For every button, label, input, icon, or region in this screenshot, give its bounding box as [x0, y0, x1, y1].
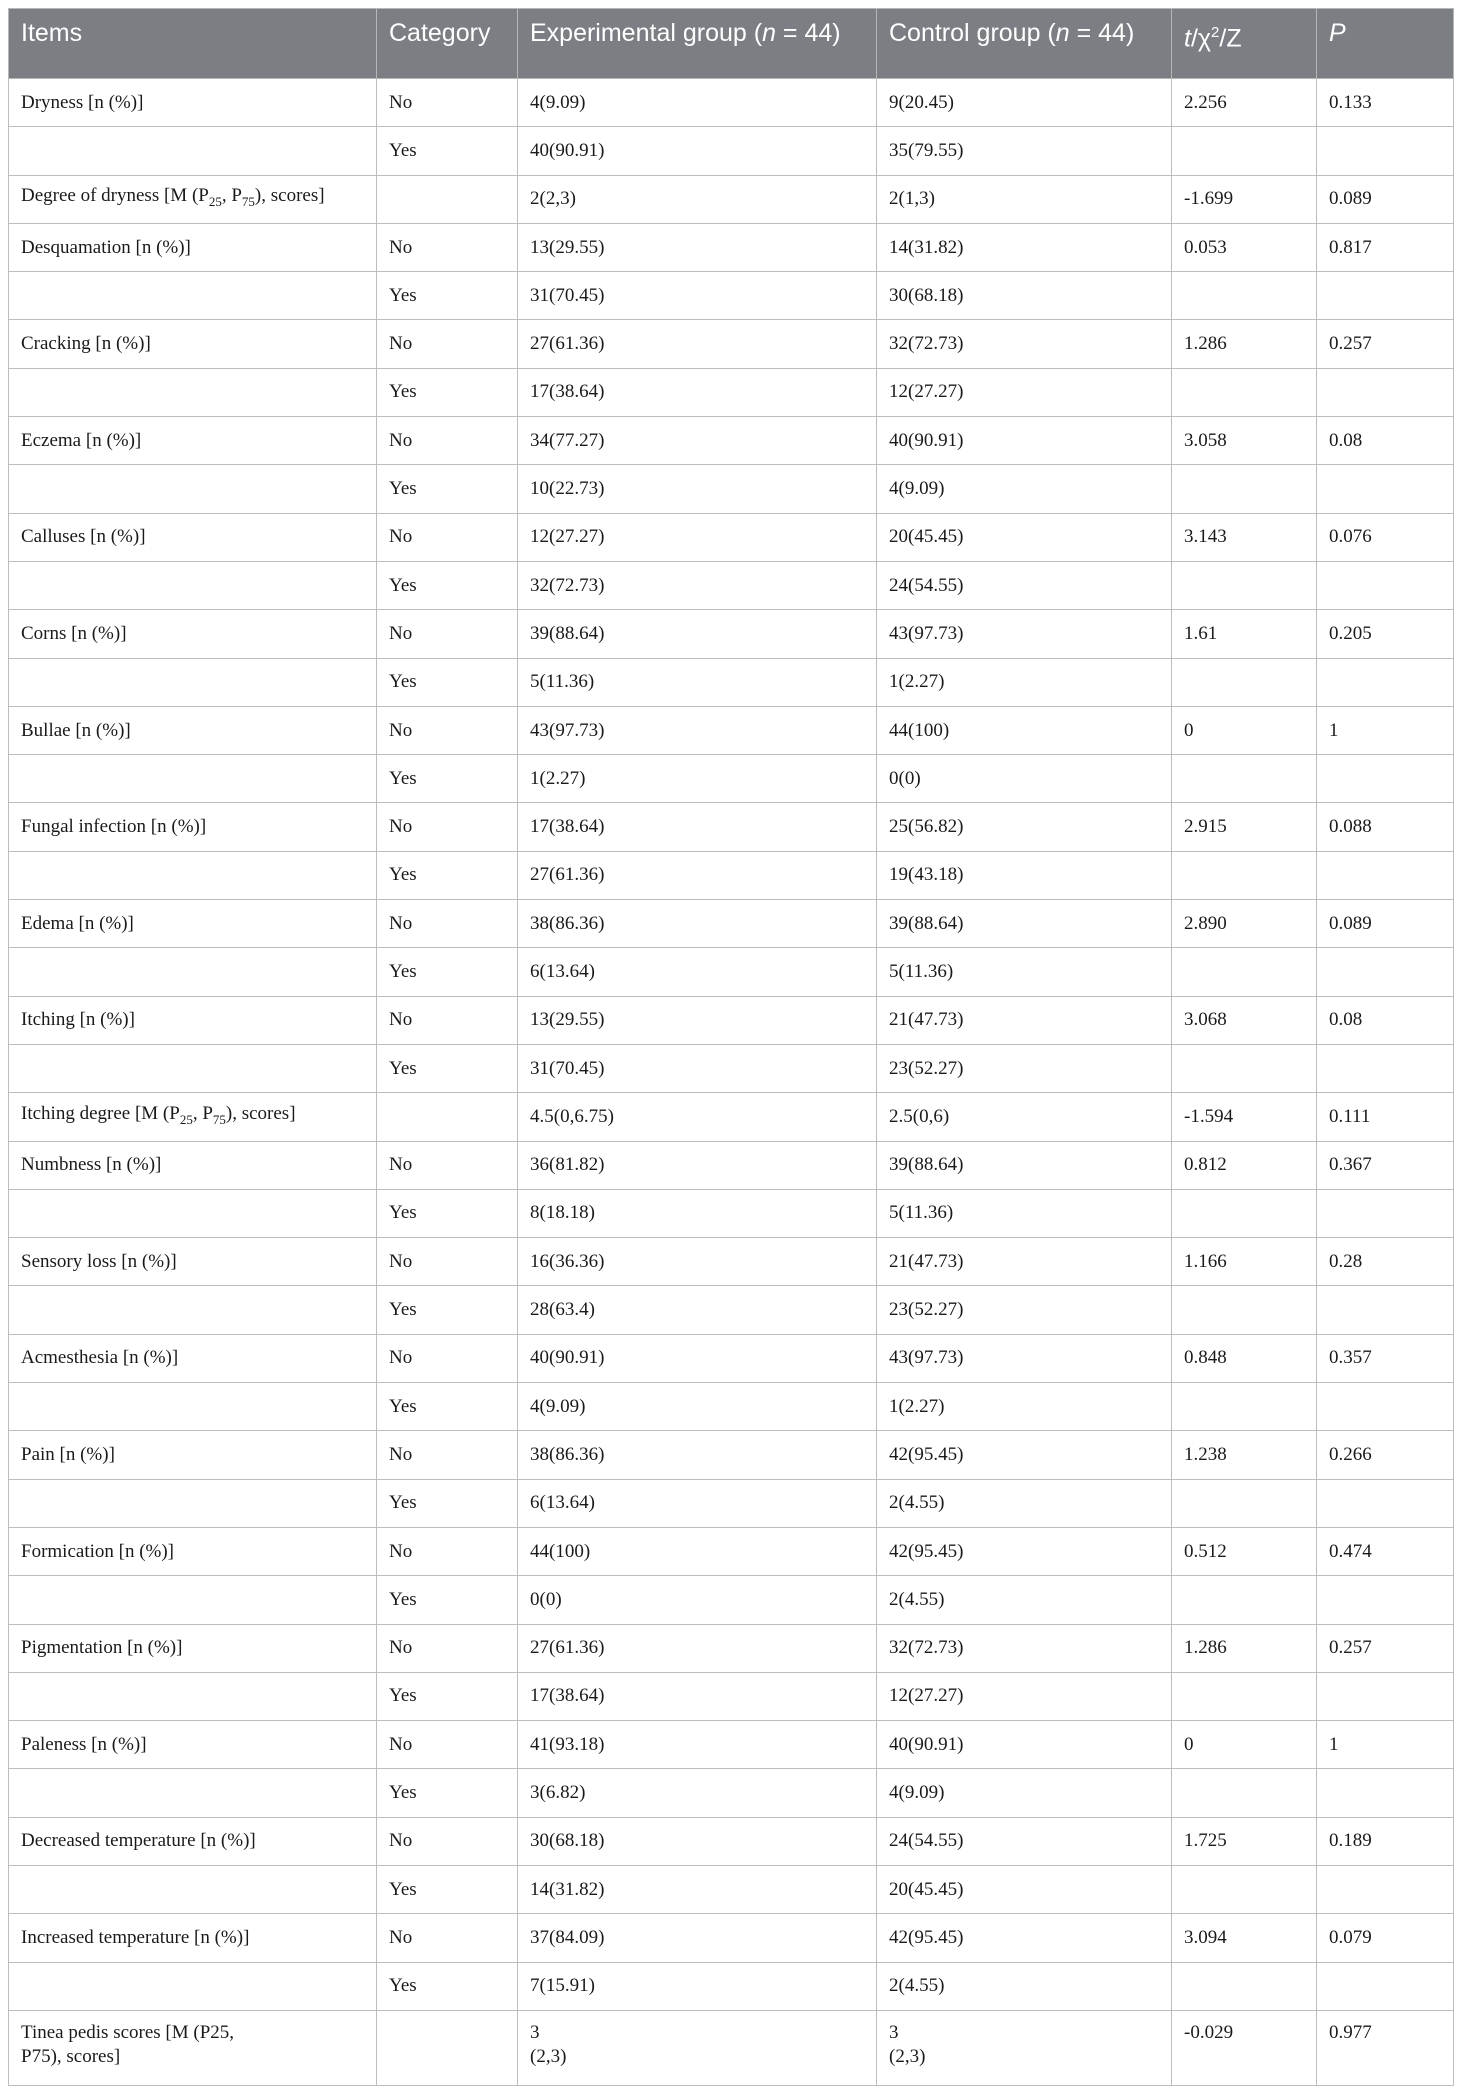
cell-experimental: 17(38.64) [518, 1672, 877, 1720]
cell-category: Yes [377, 368, 518, 416]
cell-control: 4(9.09) [877, 465, 1172, 513]
table-row [9, 368, 1454, 416]
table-row [9, 1286, 1454, 1334]
cell-item: Itching degree [M ($P_{25}$, $P_{75}$), scores] [9, 1093, 377, 1141]
cell-statistic [1172, 1769, 1317, 1817]
cell-statistic: 1.286 [1172, 1624, 1317, 1672]
cell-category [377, 2010, 518, 2085]
cell-category: Yes [377, 561, 518, 609]
cell-p [1317, 851, 1454, 899]
cell-p [1317, 1044, 1454, 1092]
cell-experimental: 31(70.45) [518, 1044, 877, 1092]
cell-statistic: 2.890 [1172, 900, 1317, 948]
cell-item [9, 368, 377, 416]
cell-p: 0.474 [1317, 1527, 1454, 1575]
cell-statistic [1172, 127, 1317, 175]
cell-statistic [1172, 851, 1317, 899]
cell-category: Yes [377, 1189, 518, 1237]
cell-category: Yes [377, 948, 518, 996]
cell-experimental: 27(61.36) [518, 1624, 877, 1672]
cell-p: 0.079 [1317, 1914, 1454, 1962]
table-row [9, 417, 1454, 465]
cell-experimental: 43(97.73) [518, 706, 877, 754]
table-row [9, 1817, 1454, 1865]
table-row [9, 1093, 1454, 1141]
cell-statistic [1172, 1865, 1317, 1913]
cell-item: Bullae [n (%)] [9, 706, 377, 754]
cell-item: Cracking [n (%)] [9, 320, 377, 368]
cell-item [9, 1672, 377, 1720]
cell-experimental: 3 (2,3) [518, 2010, 877, 2085]
table-row [9, 1334, 1454, 1382]
table-row [9, 465, 1454, 513]
cell-category: No [377, 1817, 518, 1865]
table-row [9, 1624, 1454, 1672]
table-row [9, 1431, 1454, 1479]
cell-item: Pain [n (%)] [9, 1431, 377, 1479]
cell-control: 42(95.45) [877, 1914, 1172, 1962]
cell-category: No [377, 1238, 518, 1286]
cell-experimental: 6(13.64) [518, 948, 877, 996]
cell-item [9, 1044, 377, 1092]
cell-p [1317, 368, 1454, 416]
cell-experimental: 37(84.09) [518, 1914, 877, 1962]
cell-p: 0.257 [1317, 1624, 1454, 1672]
cell-experimental: 36(81.82) [518, 1141, 877, 1189]
cell-control: 1(2.27) [877, 1383, 1172, 1431]
cell-category: Yes [377, 1865, 518, 1913]
cell-experimental: 0(0) [518, 1576, 877, 1624]
cell-p: 0.257 [1317, 320, 1454, 368]
table-row [9, 272, 1454, 320]
cell-category: No [377, 1431, 518, 1479]
cell-item: Paleness [n (%)] [9, 1721, 377, 1769]
cell-statistic [1172, 368, 1317, 416]
cell-statistic: 2.915 [1172, 803, 1317, 851]
cell-experimental: 44(100) [518, 1527, 877, 1575]
cell-statistic: 3.143 [1172, 513, 1317, 561]
cell-p [1317, 755, 1454, 803]
cell-control: 20(45.45) [877, 1865, 1172, 1913]
cell-p: 0.817 [1317, 223, 1454, 271]
cell-statistic [1172, 755, 1317, 803]
cell-category: No [377, 1914, 518, 1962]
cell-experimental: 6(13.64) [518, 1479, 877, 1527]
cell-p [1317, 1576, 1454, 1624]
cell-item [9, 948, 377, 996]
cell-statistic: 3.068 [1172, 996, 1317, 1044]
cell-statistic: 1.166 [1172, 1238, 1317, 1286]
cell-item [9, 1962, 377, 2010]
cell-category: Yes [377, 1044, 518, 1092]
cell-p [1317, 1383, 1454, 1431]
cell-experimental: 30(68.18) [518, 1817, 877, 1865]
cell-p: 0.088 [1317, 803, 1454, 851]
cell-control: 30(68.18) [877, 272, 1172, 320]
cell-statistic: 0.812 [1172, 1141, 1317, 1189]
cell-p [1317, 561, 1454, 609]
cell-p: 0.133 [1317, 79, 1454, 127]
table-row [9, 1672, 1454, 1720]
cell-category: No [377, 803, 518, 851]
table-row [9, 900, 1454, 948]
header-experimental-group: Experimental group (n = 44) [518, 9, 877, 79]
cell-item [9, 1189, 377, 1237]
cell-statistic [1172, 948, 1317, 996]
cell-statistic [1172, 1189, 1317, 1237]
table-row [9, 1189, 1454, 1237]
header-control-group: Control group (n = 44) [877, 9, 1172, 79]
cell-category: No [377, 223, 518, 271]
cell-item: Calluses [n (%)] [9, 513, 377, 561]
cell-experimental: 17(38.64) [518, 368, 877, 416]
table-row [9, 320, 1454, 368]
cell-p [1317, 272, 1454, 320]
cell-category: No [377, 706, 518, 754]
cell-control: 2(4.55) [877, 1479, 1172, 1527]
cell-control: 2(1,3) [877, 175, 1172, 223]
cell-category: Yes [377, 1286, 518, 1334]
cell-item [9, 1286, 377, 1334]
cell-p [1317, 1672, 1454, 1720]
cell-control: 23(52.27) [877, 1286, 1172, 1334]
table-row [9, 1527, 1454, 1575]
cell-item: Fungal infection [n (%)] [9, 803, 377, 851]
table-row [9, 1962, 1454, 2010]
cell-statistic: 2.256 [1172, 79, 1317, 127]
cell-statistic [1172, 1479, 1317, 1527]
cell-statistic [1172, 1962, 1317, 2010]
cell-control: 14(31.82) [877, 223, 1172, 271]
table-row [9, 948, 1454, 996]
cell-category: No [377, 900, 518, 948]
cell-p: 0.367 [1317, 1141, 1454, 1189]
cell-statistic: 3.094 [1172, 1914, 1317, 1962]
cell-item: Dryness [n (%)] [9, 79, 377, 127]
cell-experimental: 17(38.64) [518, 803, 877, 851]
cell-item [9, 1479, 377, 1527]
cell-control: 25(56.82) [877, 803, 1172, 851]
table-row [9, 1044, 1454, 1092]
cell-category [377, 1093, 518, 1141]
cell-category: Yes [377, 1383, 518, 1431]
cell-control: 40(90.91) [877, 417, 1172, 465]
cell-p: 0.266 [1317, 1431, 1454, 1479]
header-items: Items [9, 9, 377, 79]
cell-statistic [1172, 1576, 1317, 1624]
cell-statistic: 1.725 [1172, 1817, 1317, 1865]
cell-control: 12(27.27) [877, 1672, 1172, 1720]
cell-control: 21(47.73) [877, 996, 1172, 1044]
cell-p [1317, 1286, 1454, 1334]
cell-experimental: 31(70.45) [518, 272, 877, 320]
cell-control: 5(11.36) [877, 1189, 1172, 1237]
cell-experimental: 13(29.55) [518, 996, 877, 1044]
table-row [9, 803, 1454, 851]
cell-category: Yes [377, 755, 518, 803]
cell-item: Eczema [n (%)] [9, 417, 377, 465]
table-row [9, 1769, 1454, 1817]
cell-item [9, 755, 377, 803]
cell-category: No [377, 1721, 518, 1769]
cell-category: Yes [377, 272, 518, 320]
cell-p: 1 [1317, 1721, 1454, 1769]
cell-experimental: 32(72.73) [518, 561, 877, 609]
cell-statistic: 1.61 [1172, 610, 1317, 658]
cell-p: 1 [1317, 706, 1454, 754]
cell-p [1317, 127, 1454, 175]
cell-control: 32(72.73) [877, 1624, 1172, 1672]
cell-experimental: 16(36.36) [518, 1238, 877, 1286]
cell-category: Yes [377, 127, 518, 175]
cell-p: 0.089 [1317, 175, 1454, 223]
cell-experimental: 5(11.36) [518, 658, 877, 706]
cell-control: 43(97.73) [877, 610, 1172, 658]
table-row-tinea-pedis [9, 2010, 1454, 2085]
cell-control: 3 (2,3) [877, 2010, 1172, 2085]
cell-p [1317, 1479, 1454, 1527]
cell-p: 0.189 [1317, 1817, 1454, 1865]
cell-category: No [377, 513, 518, 561]
header-category: Category [377, 9, 518, 79]
cell-statistic [1172, 272, 1317, 320]
cell-control: 24(54.55) [877, 1817, 1172, 1865]
cell-category: No [377, 417, 518, 465]
cell-p: 0.08 [1317, 417, 1454, 465]
table-body [9, 79, 1454, 2086]
cell-item [9, 1576, 377, 1624]
cell-category: No [377, 79, 518, 127]
cell-p: 0.089 [1317, 900, 1454, 948]
cell-control: 20(45.45) [877, 513, 1172, 561]
cell-statistic: 0.848 [1172, 1334, 1317, 1382]
header-row [9, 9, 1454, 79]
cell-p: 0.28 [1317, 1238, 1454, 1286]
cell-experimental: 7(15.91) [518, 1962, 877, 2010]
cell-control: 40(90.91) [877, 1721, 1172, 1769]
table-row [9, 1479, 1454, 1527]
cell-control: 2(4.55) [877, 1576, 1172, 1624]
cell-item [9, 127, 377, 175]
cell-item [9, 1383, 377, 1431]
cell-experimental: 14(31.82) [518, 1865, 877, 1913]
table-row [9, 561, 1454, 609]
cell-item: Degree of dryness [M ($P_{25}$, $P_{75}$), scores] [9, 175, 377, 223]
cell-p [1317, 658, 1454, 706]
cell-p: 0.357 [1317, 1334, 1454, 1382]
cell-experimental: 1(2.27) [518, 755, 877, 803]
cell-experimental: 13(29.55) [518, 223, 877, 271]
cell-p: 0.08 [1317, 996, 1454, 1044]
table-row [9, 513, 1454, 561]
cell-control: 12(27.27) [877, 368, 1172, 416]
cell-experimental: 12(27.27) [518, 513, 877, 561]
cell-control: 23(52.27) [877, 1044, 1172, 1092]
cell-category: Yes [377, 658, 518, 706]
cell-statistic [1172, 561, 1317, 609]
header-statistic: $t/\chi^2/Z$ [1172, 9, 1317, 79]
cell-control: 39(88.64) [877, 1141, 1172, 1189]
cell-experimental: 27(61.36) [518, 320, 877, 368]
cell-statistic: -1.594 [1172, 1093, 1317, 1141]
cell-category: No [377, 1141, 518, 1189]
cell-item: Acmesthesia [n (%)] [9, 1334, 377, 1382]
table-row [9, 706, 1454, 754]
cell-p [1317, 465, 1454, 513]
cell-statistic: 0.512 [1172, 1527, 1317, 1575]
cell-control: 35(79.55) [877, 127, 1172, 175]
cell-category: No [377, 1334, 518, 1382]
cell-control: 19(43.18) [877, 851, 1172, 899]
table-row [9, 851, 1454, 899]
cell-category: Yes [377, 1479, 518, 1527]
cell-statistic [1172, 465, 1317, 513]
table-row [9, 175, 1454, 223]
cell-item [9, 561, 377, 609]
cell-p: 0.977 [1317, 2010, 1454, 2085]
cell-control: 39(88.64) [877, 900, 1172, 948]
cell-category: Yes [377, 1672, 518, 1720]
cell-statistic: 1.286 [1172, 320, 1317, 368]
cell-item: Decreased temperature [n (%)] [9, 1817, 377, 1865]
cell-control: 44(100) [877, 706, 1172, 754]
cell-item: Sensory loss [n (%)] [9, 1238, 377, 1286]
cell-item [9, 1865, 377, 1913]
table-row [9, 1383, 1454, 1431]
results-table [8, 8, 1454, 2086]
table-row [9, 1865, 1454, 1913]
cell-category: Yes [377, 1769, 518, 1817]
table-row [9, 1914, 1454, 1962]
cell-item [9, 658, 377, 706]
cell-p: 0.205 [1317, 610, 1454, 658]
cell-item: Itching [n (%)] [9, 996, 377, 1044]
header-p-value: P [1317, 9, 1454, 79]
table-row [9, 658, 1454, 706]
cell-statistic [1172, 658, 1317, 706]
cell-statistic [1172, 1044, 1317, 1092]
cell-control: 4(9.09) [877, 1769, 1172, 1817]
cell-experimental: 4(9.09) [518, 79, 877, 127]
cell-control: 1(2.27) [877, 658, 1172, 706]
cell-experimental: 41(93.18) [518, 1721, 877, 1769]
cell-category: No [377, 320, 518, 368]
cell-category: No [377, 610, 518, 658]
cell-category [377, 175, 518, 223]
cell-category: No [377, 1527, 518, 1575]
cell-category: No [377, 1624, 518, 1672]
cell-control: 9(20.45) [877, 79, 1172, 127]
cell-experimental: 4(9.09) [518, 1383, 877, 1431]
cell-category: Yes [377, 465, 518, 513]
cell-experimental: 4.5(0,6.75) [518, 1093, 877, 1141]
cell-p: 0.076 [1317, 513, 1454, 561]
cell-category: Yes [377, 851, 518, 899]
cell-statistic [1172, 1383, 1317, 1431]
cell-item: Pigmentation [n (%)] [9, 1624, 377, 1672]
table-row [9, 1238, 1454, 1286]
cell-statistic: 1.238 [1172, 1431, 1317, 1479]
cell-statistic: -1.699 [1172, 175, 1317, 223]
cell-item: Increased temperature [n (%)] [9, 1914, 377, 1962]
cell-statistic [1172, 1672, 1317, 1720]
cell-category: Yes [377, 1576, 518, 1624]
cell-control: 2(4.55) [877, 1962, 1172, 2010]
cell-item: Tinea pedis scores [M (P25, P75), scores] [9, 2010, 377, 2085]
cell-control: 2.5(0,6) [877, 1093, 1172, 1141]
cell-control: 42(95.45) [877, 1431, 1172, 1479]
cell-p: 0.111 [1317, 1093, 1454, 1141]
cell-experimental: 8(18.18) [518, 1189, 877, 1237]
table-row [9, 79, 1454, 127]
cell-control: 24(54.55) [877, 561, 1172, 609]
cell-statistic: -0.029 [1172, 2010, 1317, 2085]
cell-item: Formication [n (%)] [9, 1527, 377, 1575]
cell-category: No [377, 996, 518, 1044]
cell-item: Edema [n (%)] [9, 900, 377, 948]
cell-control: 42(95.45) [877, 1527, 1172, 1575]
table-row [9, 1141, 1454, 1189]
cell-experimental: 40(90.91) [518, 127, 877, 175]
cell-experimental: 2(2,3) [518, 175, 877, 223]
cell-item: Numbness [n (%)] [9, 1141, 377, 1189]
cell-experimental: 34(77.27) [518, 417, 877, 465]
cell-experimental: 28(63.4) [518, 1286, 877, 1334]
cell-statistic [1172, 1286, 1317, 1334]
cell-item [9, 465, 377, 513]
cell-control: 5(11.36) [877, 948, 1172, 996]
cell-experimental: 40(90.91) [518, 1334, 877, 1382]
cell-control: 21(47.73) [877, 1238, 1172, 1286]
cell-item: Corns [n (%)] [9, 610, 377, 658]
cell-p [1317, 1865, 1454, 1913]
table-row [9, 755, 1454, 803]
cell-experimental: 38(86.36) [518, 1431, 877, 1479]
cell-statistic: 0 [1172, 706, 1317, 754]
table-row [9, 127, 1454, 175]
cell-item [9, 1769, 377, 1817]
cell-experimental: 3(6.82) [518, 1769, 877, 1817]
cell-statistic: 0.053 [1172, 223, 1317, 271]
cell-p [1317, 1962, 1454, 2010]
table-row [9, 1721, 1454, 1769]
cell-p [1317, 948, 1454, 996]
table-row [9, 1576, 1454, 1624]
cell-experimental: 27(61.36) [518, 851, 877, 899]
cell-statistic: 3.058 [1172, 417, 1317, 465]
cell-statistic: 0 [1172, 1721, 1317, 1769]
cell-item [9, 851, 377, 899]
cell-p [1317, 1189, 1454, 1237]
cell-experimental: 39(88.64) [518, 610, 877, 658]
cell-control: 32(72.73) [877, 320, 1172, 368]
cell-category: Yes [377, 1962, 518, 2010]
cell-item [9, 272, 377, 320]
table-row [9, 610, 1454, 658]
table-row [9, 996, 1454, 1044]
cell-control: 43(97.73) [877, 1334, 1172, 1382]
cell-experimental: 38(86.36) [518, 900, 877, 948]
cell-control: 0(0) [877, 755, 1172, 803]
table-row [9, 223, 1454, 271]
cell-p [1317, 1769, 1454, 1817]
cell-item: Desquamation [n (%)] [9, 223, 377, 271]
cell-experimental: 10(22.73) [518, 465, 877, 513]
